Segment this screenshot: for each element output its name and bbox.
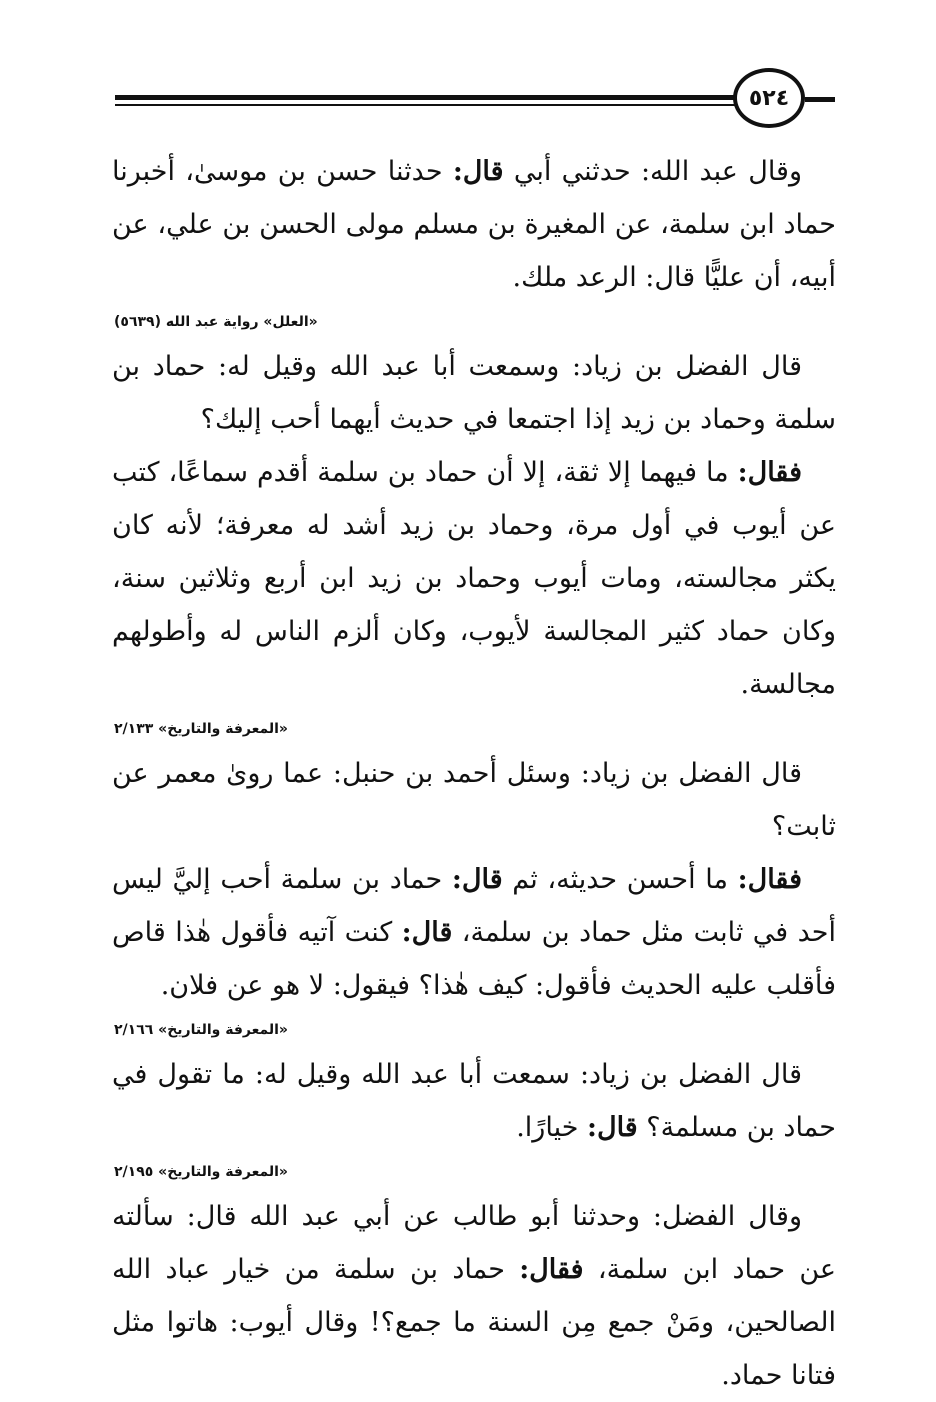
bold-keyword: قال: [401, 917, 453, 948]
text-run: حدثنا حسن بن موسىٰ، أخبرنا حماد ابن سلمة، عن المغيرة بن مسلم مولى الحسن بن علي، عن أبيه، أن عليًّا قال: الرعد ملك. [112, 156, 836, 293]
text-run: وقال عبد الله: حدثني أبي [503, 156, 802, 187]
source-citation: «المعرفة والتاريخ» ٢/١٣٣ [114, 721, 288, 737]
page-header [0, 0, 936, 130]
text-run: قال الفضل بن زياد: وسئل أحمد بن حنبل: عما روىٰ معمر عن ثابت؟ [112, 758, 836, 842]
header-rule [115, 95, 735, 100]
text-run: قال الفضل بن زياد: سمعت أبا عبد الله وقيل له: ما تقول في حماد بن مسلمة؟ [112, 1059, 836, 1143]
bold-keyword: قال: [587, 1112, 638, 1143]
page-body [112, 145, 836, 1402]
paragraph [112, 853, 836, 1012]
text-run: حماد بن سلمة أحب إليَّ ليس أحد في ثابت مثل حماد بن سلمة، [112, 864, 836, 948]
source-citation: «العلل» رواية عبد الله (٥٦٣٩) [114, 314, 318, 330]
bold-keyword: فقال: [737, 864, 802, 895]
text-run: كنت آتيه فأقول هٰذا قاص فأقلب عليه الحديث فأقول: كيف هٰذا؟ فيقول: لا هو عن فلان. [112, 917, 836, 1001]
text-run: حماد بن سلمة من خيار عباد الله الصالحين، ومَنْ جمع مِن السنة ما جمع؟! وقال أيوب: هاتوا مثل فتانا حماد. [112, 1254, 836, 1391]
paragraph [112, 747, 836, 853]
paragraph [112, 145, 836, 304]
text-run: ما أحسن حديثه، ثم [502, 864, 738, 895]
source-citation: «المعرفة والتاريخ» ٢/١٦٦ [114, 1022, 288, 1038]
text-run: قال الفضل بن زياد: وسمعت أبا عبد الله وقيل له: حماد بن سلمة وحماد بن زيد إذا اجتمعا في حديث أيهما أحب إليك؟ [112, 351, 836, 435]
bold-keyword: فقال: [737, 457, 802, 488]
paragraph [112, 446, 836, 711]
paragraph [112, 1048, 836, 1154]
paragraph [112, 340, 836, 446]
source-citation: «المعرفة والتاريخ» ٢/١٩٥ [114, 1164, 288, 1180]
page-number: ٥٢٤ [733, 68, 805, 128]
header-rule-thin [115, 104, 735, 106]
bold-keyword: فقال: [519, 1254, 584, 1285]
header-rule-right [805, 97, 835, 102]
bold-keyword: قال: [452, 156, 504, 187]
paragraph [112, 1190, 836, 1402]
bold-keyword: قال: [451, 864, 503, 895]
text-run: وقال الفضل: وحدثنا أبو طالب عن أبي عبد الله قال: سألته عن حماد ابن سلمة، [112, 1201, 836, 1285]
text-run: ما فيهما إلا ثقة، إلا أن حماد بن سلمة أقدم سماعًا، كتب عن أيوب في أول مرة، وحماد بن زيد أشد له معرفة؛ لأنه كان يكثر مجالسته، ومات أيوب وحماد بن زيد ابن أربع وثلاثين سنة، وكان حماد كثير المجالسة لأيوب، وكان ألزم الناس له وأطولهم مجالسة. [112, 457, 836, 700]
text-run: خيارًا. [516, 1112, 587, 1143]
